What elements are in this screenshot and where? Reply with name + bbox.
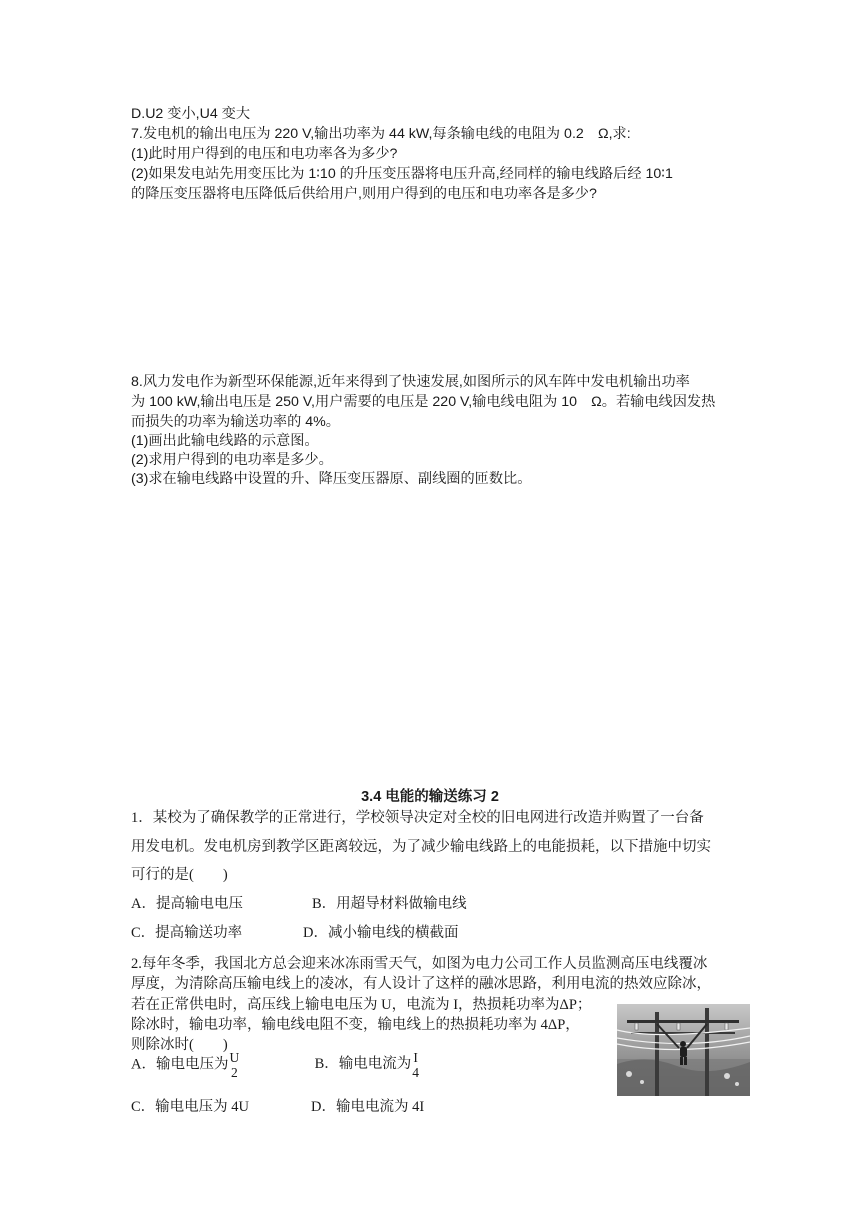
q8-line1: 8.风力发电作为新型环保能源,近年来得到了快速发展,如图所示的风车阵中发电机输出功率 (131, 374, 690, 390)
q8-sub2: (2)求用户得到的电功率是多少。 (131, 452, 333, 468)
q1-options-ab (131, 892, 467, 913)
option-d: D.U2 变小,U4 变大 (131, 106, 251, 122)
q2-option-d: D．输电电流为 4I (311, 1099, 425, 1115)
q2-options-cd (131, 1095, 424, 1116)
q1-option-c: C．提高输送功率 (131, 925, 243, 941)
q2-option-a: A．输电电压为 (131, 1056, 229, 1073)
fraction-denominator: 4 (412, 1065, 420, 1080)
q1-line1: 1．某校为了确保教学的正常进行，学校领导决定对全校的旧电网进行改造并购置了一台备 (131, 810, 704, 826)
q2-option-a-fraction (229, 1050, 239, 1080)
q1-options-cd (131, 921, 458, 942)
q2-options-ab (131, 1050, 419, 1080)
q2-line2: 厚度，为清除高压输电线上的凌冰，有人设计了这样的融冰思路，利用电流的热效应除冰， (131, 976, 711, 992)
q7-sub2-line2: 的降压变压器将电压降低后供给用户,则用户得到的电压和电功率各是多少? (131, 186, 597, 202)
q1-option-a: A．提高输电电压 (131, 896, 243, 912)
q2-line4: 除冰时，输电功率，输电线电阻不变，输电线上的热损耗功率为 4ΔP， (131, 1017, 580, 1033)
q2-option-b: B．输电电流为 (314, 1056, 412, 1073)
section-title: 3.4 电能的输送练习 2 (361, 789, 499, 805)
q8-line3: 而损失的功率为输送功率的 4%。 (131, 414, 340, 430)
q1-line3: 可行的是( ) (131, 867, 228, 883)
fraction-denominator: 2 (230, 1065, 238, 1080)
power-line-photo (617, 1004, 750, 1096)
q2-line5: 则除冰时( ) (131, 1037, 228, 1053)
q7-sub2-line1: (2)如果发电站先用变压比为 1∶10 的升压变压器将电压升高,经同样的输电线路后经 10∶1 (131, 166, 673, 182)
fraction-numerator: I (413, 1050, 418, 1065)
q2-option-c: C．输电电压为 4U (131, 1099, 250, 1115)
q8-sub1: (1)画出此输电线路的示意图。 (131, 433, 319, 449)
q2-line3: 若在正常供电时，高压线上输电电压为 U，电流为 I，热损耗功率为ΔP； (131, 997, 592, 1013)
q7-sub1: (1)此时用户得到的电压和电功率各为多少? (131, 146, 398, 162)
q7-stem: 7.发电机的输出电压为 220 V,输出功率为 44 kW,每条输电线的电阻为 0.2 Ω,求: (131, 126, 631, 142)
q2-line1: 2.每年冬季，我国北方总会迎来冰冻雨雪天气，如图为电力公司工作人员监测高压电线覆冰 (131, 956, 708, 972)
q1-option-b: B．用超导材料做输电线 (312, 896, 467, 912)
q2-option-b-fraction (412, 1050, 419, 1080)
q1-line2: 用发电机。发电机房到教学区距离较远，为了减少输电线路上的电能损耗，以下措施中切实 (131, 839, 711, 855)
fraction-numerator: U (229, 1050, 240, 1065)
q1-option-d: D．减小输电线的横截面 (303, 925, 459, 941)
q8-line2: 为 100 kW,输出电压是 250 V,用户需要的电压是 220 V,输电线电阻为 10 Ω。若输电线因发热 (131, 394, 716, 410)
q8-sub3: (3)求在输电线路中设置的升、降压变压器原、副线圈的匝数比。 (131, 471, 532, 487)
